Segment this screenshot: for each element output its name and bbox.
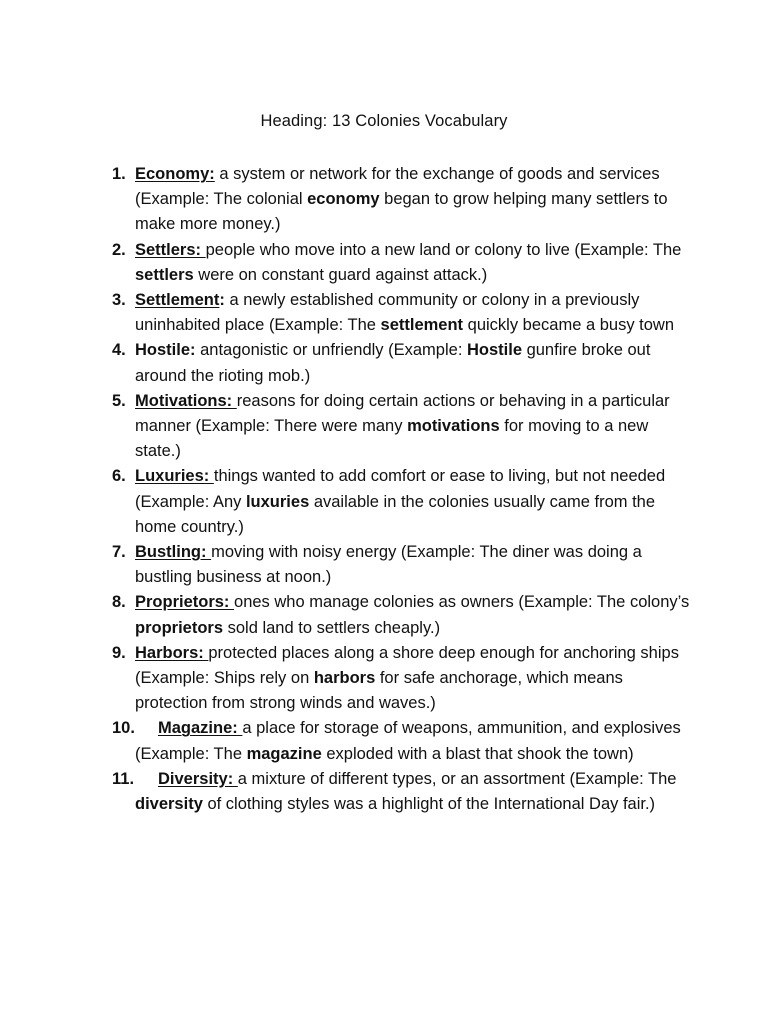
vocab-term: Luxuries: xyxy=(135,467,214,486)
example-keyword: diversity xyxy=(135,795,203,814)
example-text: began to grow helping many settlers to make more money.) xyxy=(135,190,668,234)
vocab-term: Settlement xyxy=(135,291,220,310)
definition-text: protected places along a shore deep enough for anchoring ships (Example: Ships rely on xyxy=(135,643,679,688)
example-keyword: motivations xyxy=(407,417,500,436)
list-item xyxy=(96,540,696,590)
example-keyword: Hostile xyxy=(466,341,522,360)
list-item xyxy=(96,238,696,288)
example-keyword: settlement xyxy=(380,316,464,335)
example-keyword: harbors xyxy=(313,669,376,688)
vocab-term: Bustling: xyxy=(135,543,212,562)
vocab-term: Motivations: xyxy=(135,391,237,410)
item-number: 2. xyxy=(112,240,126,259)
example-text: exploded with a blast that shook the town) xyxy=(321,744,634,763)
example-keyword: luxuries xyxy=(245,492,310,511)
example-text: quickly became a busy town xyxy=(463,316,675,335)
definition-text: antagonistic or unfriendly (Example: xyxy=(195,341,467,360)
list-item xyxy=(96,590,696,640)
item-number: 10. xyxy=(112,719,135,738)
example-keyword: magazine xyxy=(246,744,322,763)
vocab-term-colon: : xyxy=(219,291,225,310)
vocab-term: Proprietors: xyxy=(135,593,235,612)
vocab-term: Hostile: xyxy=(135,341,196,360)
document-heading: Heading: 13 Colonies Vocabulary xyxy=(260,112,508,130)
example-text: available in the colonies usually came from the home country.) xyxy=(135,492,656,536)
definition-text: things wanted to add comfort or ease to living, but not needed (Example: Any xyxy=(135,467,666,511)
example-text: were on constant guard against attack.) xyxy=(193,265,488,284)
vocab-term: Magazine: xyxy=(158,719,243,738)
vocab-term: Settlers: xyxy=(135,240,206,259)
list-item xyxy=(96,464,696,540)
vocab-term: Harbors: xyxy=(135,643,209,662)
item-number: 5. xyxy=(112,391,126,410)
item-number: 9. xyxy=(112,643,126,662)
example-text: gunfire broke out around the rioting mob.) xyxy=(135,341,651,385)
definition-text: a place for storage of weapons, ammunition, and explosives (Example: The xyxy=(135,719,681,763)
list-item xyxy=(96,288,696,338)
definition-text: moving with noisy energy (Example: The diner was doing a bustling business at noon.) xyxy=(135,543,642,587)
vocab-term: Economy: xyxy=(135,165,215,183)
definition-text: a mixture of different types, or an assortment (Example: The xyxy=(237,769,677,788)
list-item xyxy=(96,767,696,817)
example-keyword: economy xyxy=(307,190,380,209)
definition-text: ones who manage colonies as owners (Example: The colony’s xyxy=(234,593,690,612)
item-number: 6. xyxy=(112,467,126,486)
item-number: 7. xyxy=(112,543,126,562)
definition-text: a newly established community or colony in a previously uninhabited place (Example: The xyxy=(135,291,640,335)
example-keyword: proprietors xyxy=(135,618,224,637)
example-text: sold land to settlers cheaply.) xyxy=(223,618,441,637)
example-text: of clothing styles was a highlight of the International Day fair.) xyxy=(202,795,656,814)
list-item xyxy=(96,389,696,465)
example-text: for safe anchorage, which means protection from strong winds and waves.) xyxy=(135,669,623,713)
definition-text: a system or network for the exchange of goods and services (Example: The colonial xyxy=(135,165,660,209)
list-item xyxy=(96,641,696,717)
example-keyword: settlers xyxy=(135,265,194,284)
item-number: 8. xyxy=(112,593,126,612)
vocabulary-list xyxy=(96,162,696,817)
item-number: 11. xyxy=(112,769,135,788)
list-item xyxy=(96,162,696,238)
example-text: for moving to a new state.) xyxy=(135,417,649,461)
item-number: 3. xyxy=(112,291,126,310)
list-item xyxy=(96,716,696,766)
vocab-term: Diversity: xyxy=(158,769,238,788)
item-number: 4. xyxy=(112,341,126,360)
definition-text: people who move into a new land or colony to live (Example: The xyxy=(205,240,682,259)
item-number: 1. xyxy=(112,165,126,183)
definition-text: reasons for doing certain actions or behaving in a particular manner (Example: There were many xyxy=(135,391,670,436)
list-item xyxy=(96,338,696,388)
